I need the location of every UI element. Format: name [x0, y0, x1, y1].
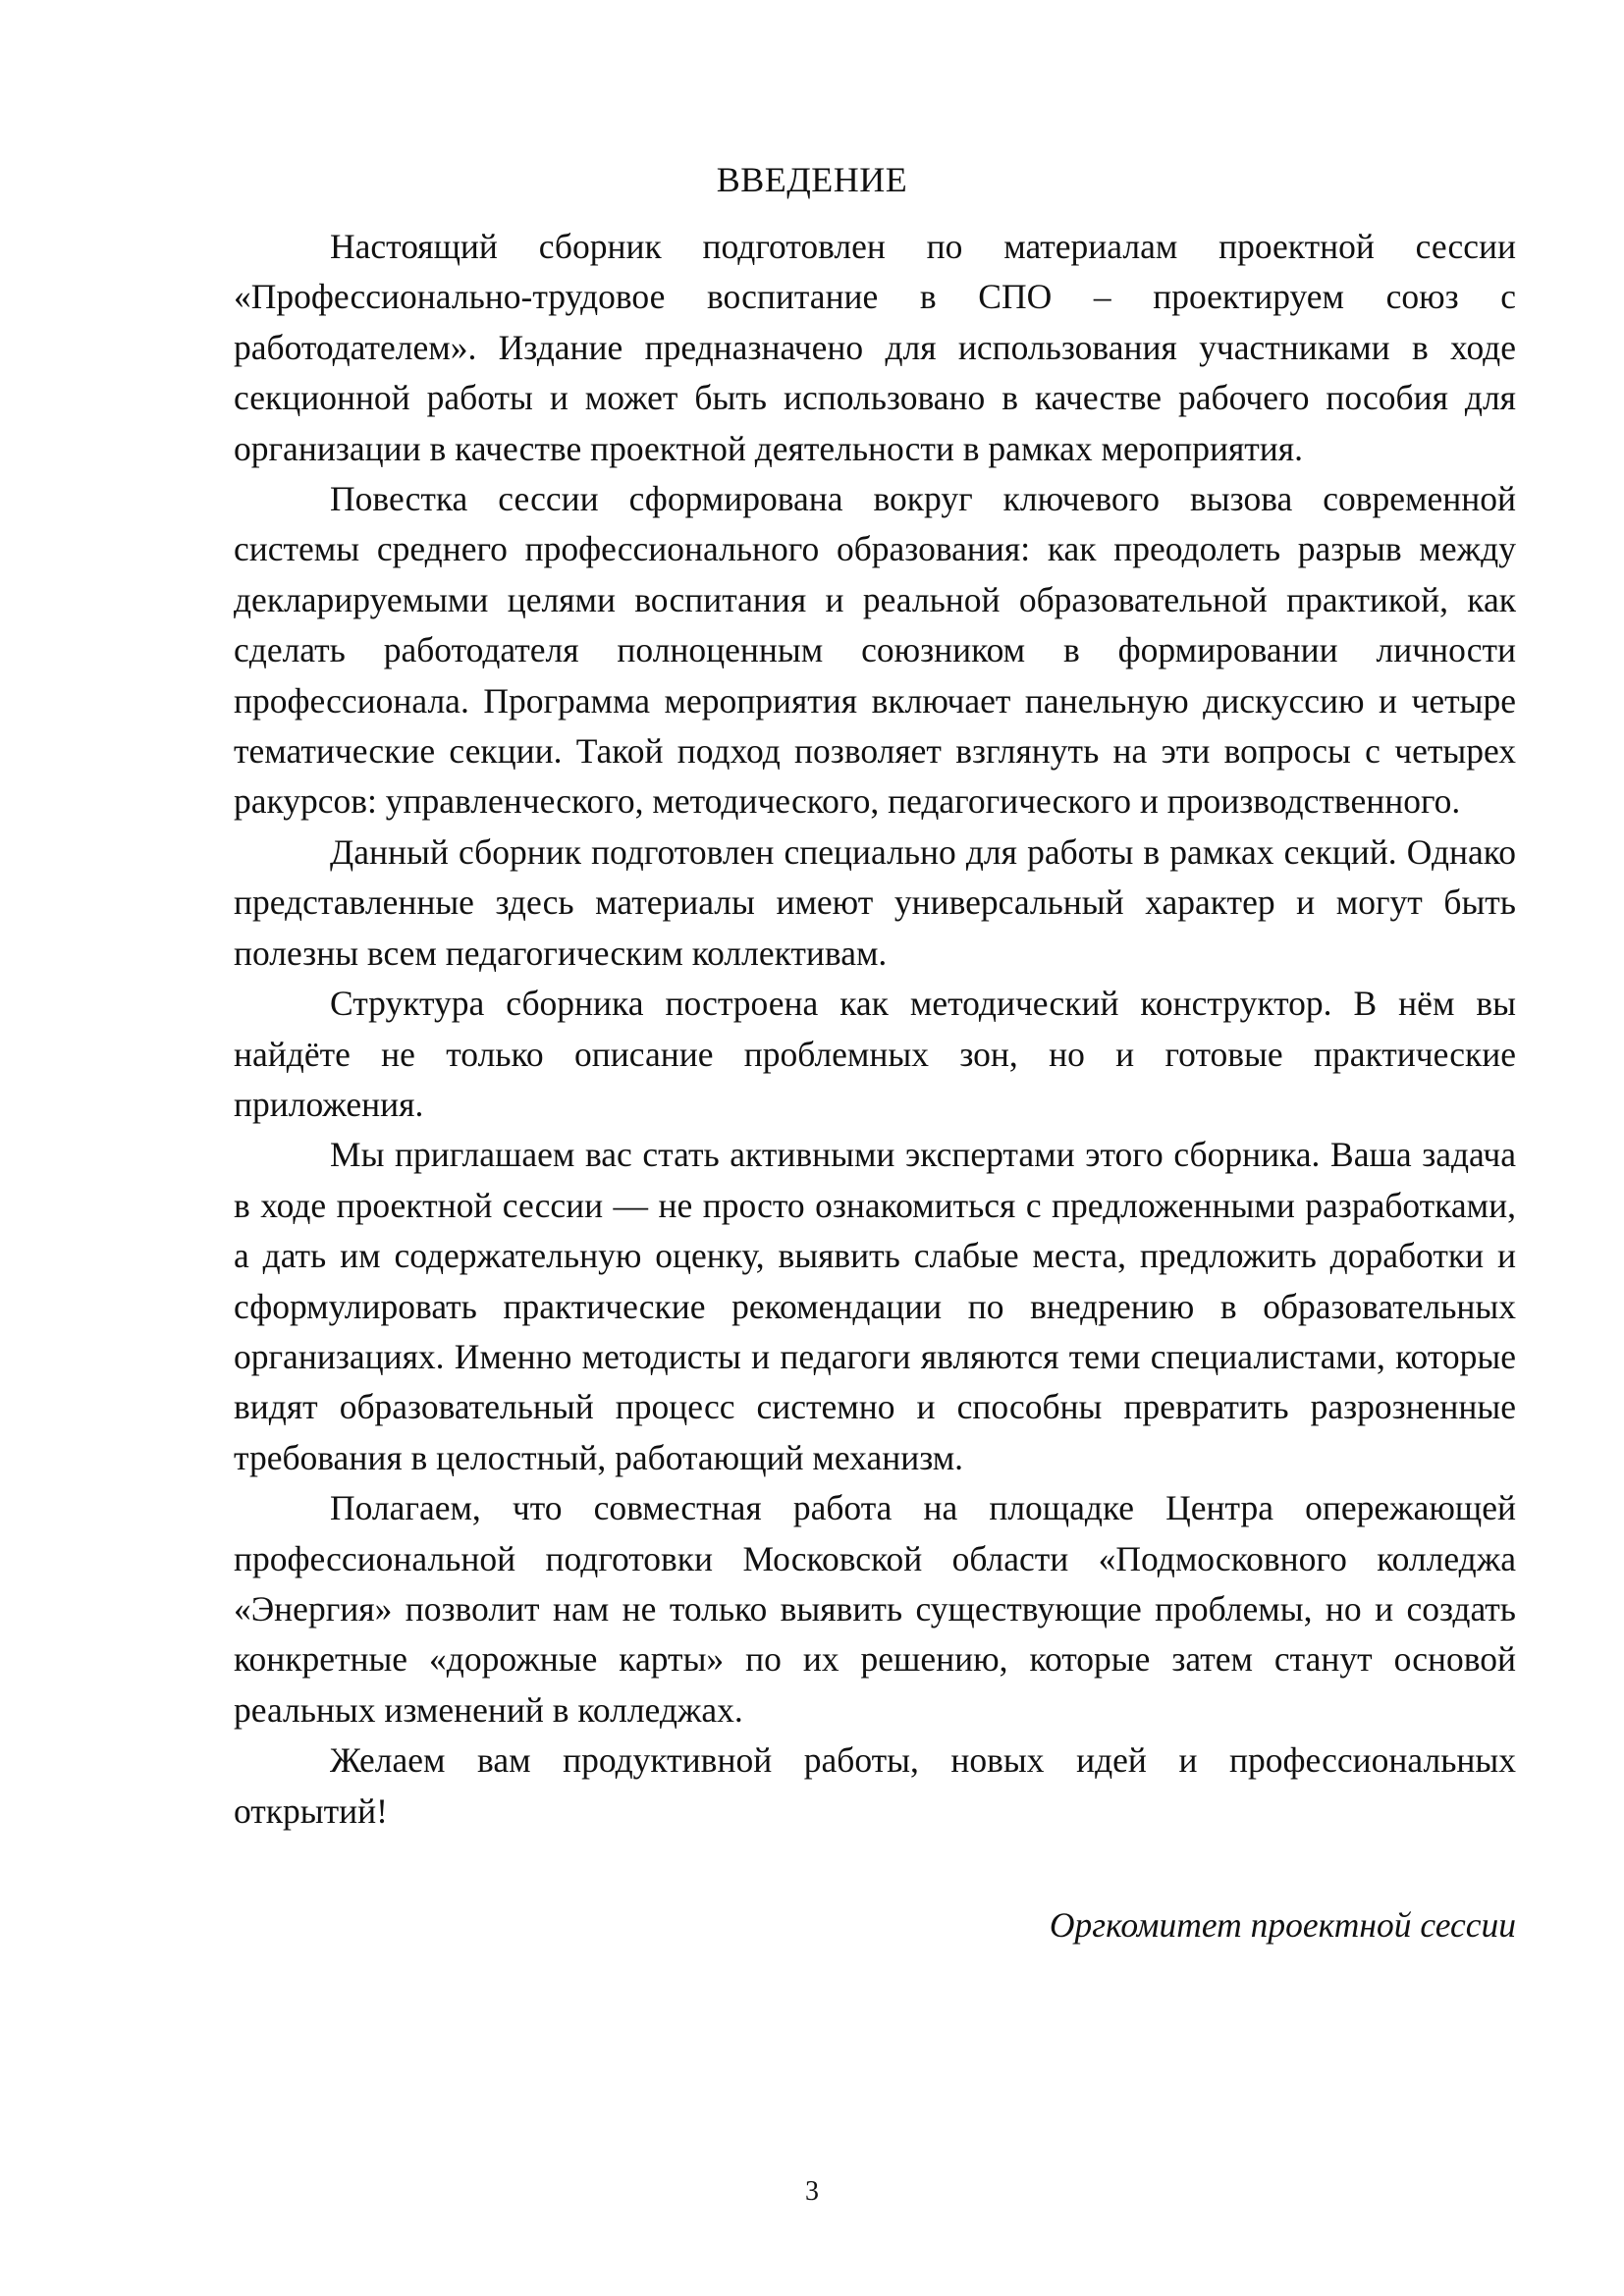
- signature: Оргкомитет проектной сессии: [1049, 1905, 1516, 1945]
- paragraph: Структура сборника построена как методический конструктор. В нём вы найдёте не только описание проблемных зон, но и готовые практические приложения.: [234, 984, 1516, 1124]
- paragraph: Полагаем, что совместная работа на площадке Центра опережающей профессиональной подготовки Московской области «Подмосковного колледжа «Энергия» позволит нам не только выявить существующие проблемы, но и создать конкретные «дорожные карты» по их решению, которые затем станут основой реальных изменений в колледжах.: [234, 1488, 1516, 1730]
- paragraph: Мы приглашаем вас стать активными экспертами этого сборника. Ваша задача в ходе проектной сессии — не просто ознакомиться с предложенными разработками, а дать им содержательную оценку, выявить слабые места, предложить доработки и сформулировать практические рекомендации по внедрению в образовательных организациях. Именно методисты и педагоги являются теми специалистами, которые видят образовательный процесс системно и способны превратить разрозненные требования в целостный, работающий механизм.: [234, 1135, 1516, 1477]
- document-body: [234, 222, 1516, 1837]
- paragraph: Данный сборник подготовлен специально для работы в рамках секций. Однако представленные здесь материалы имеют универсальный характер и могут быть полезны всем педагогическим коллективам.: [234, 831, 1516, 973]
- paragraph: Повестка сессии сформирована вокруг ключевого вызова современной системы среднего профессионального образования: как преодолеть разрыв между декларируемыми целями воспитания и реальной образовательной практикой, как сделать работодателя полноценным союзником в формировании личности профессионала. Программа мероприятия включает панельную дискуссию и четыре тематические секции. Такой подход позволяет взглянуть на эти вопросы с четырех ракурсов: управленческого, методического, педагогического и производственного.: [234, 479, 1516, 822]
- page-title: ВВЕДЕНИЕ: [716, 160, 908, 199]
- paragraph: Настоящий сборник подготовлен по материалам проектной сессии «Профессионально-трудовое воспитание в СПО – проектируем союз с работодателем». Издание предназначено для использования участниками в ходе секционной работы и может быть использовано в качестве рабочего пособия для организации в качестве проектной деятельности в рамках мероприятия.: [234, 227, 1516, 468]
- paragraph: Желаем вам продуктивной работы, новых идей и профессиональных открытий!: [234, 1740, 1516, 1831]
- page-number: 3: [805, 2176, 819, 2207]
